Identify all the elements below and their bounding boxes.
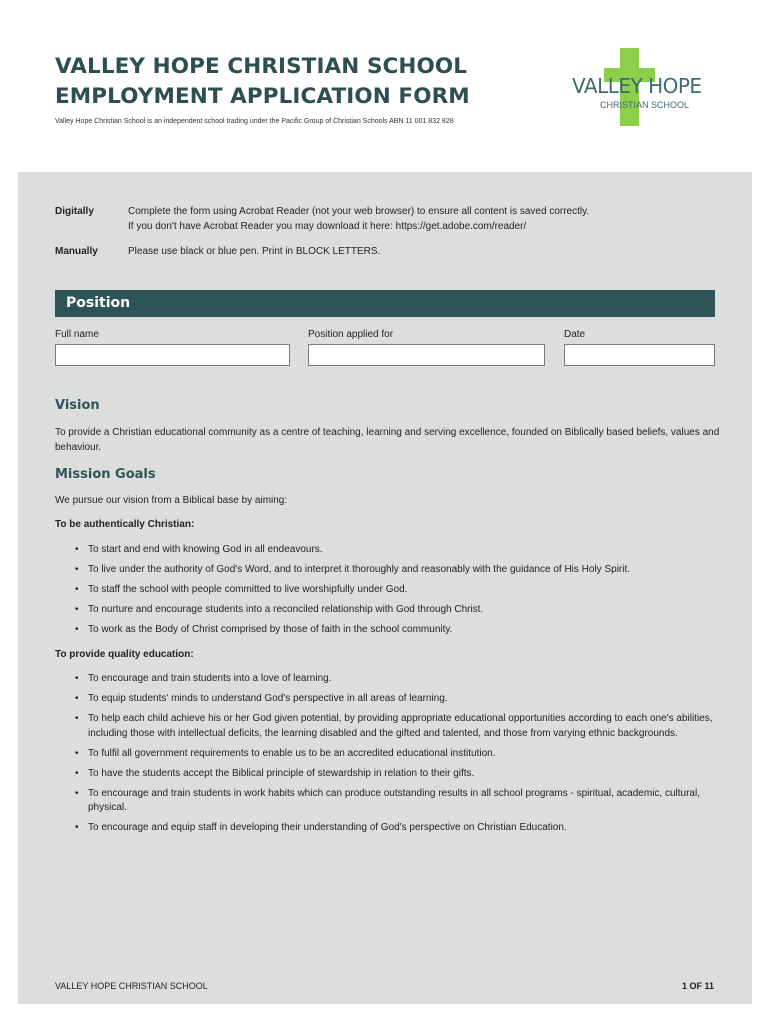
full-name-input[interactable] — [55, 344, 290, 366]
group-title-authentically-christian: To be authentically Christian: — [55, 519, 195, 530]
page-title — [55, 52, 470, 112]
quality-education-list — [55, 672, 720, 841]
mission-intro: We pursue our vision from a Biblical base by aiming: — [55, 495, 288, 506]
instruction-text-digitally — [128, 204, 589, 234]
list-item: • To equip students' minds to understand God's perspective in all areas of learning. — [55, 692, 720, 707]
instruction-line: If you don't have Acrobat Reader you may download it here: https://get.adobe.com/reader/ — [128, 221, 527, 232]
list-item: • To encourage and equip staff in developing their understanding of God's perspective on Christian Education. — [55, 821, 720, 836]
instruction-line: Please use black or blue pen. Print in BLOCK LETTERS. — [128, 246, 381, 257]
abn-subtitle: Valley Hope Christian School is an independent school trading under the Pacific Group of Christian Schools ABN 11 001 832 828 — [55, 118, 454, 125]
date-input[interactable] — [564, 344, 715, 366]
school-logo — [568, 46, 718, 128]
position-applied-input[interactable] — [308, 344, 545, 366]
authentically-christian-list — [55, 543, 720, 643]
list-item: • To encourage and train students into a love of learning. — [55, 672, 720, 687]
position-section-header: Position — [55, 290, 715, 317]
instruction-text-manually — [128, 244, 380, 259]
list-item: • To staff the school with people committed to live worshipfully under God. — [55, 583, 720, 598]
title-line-2: EMPLOYMENT APPLICATION FORM — [55, 84, 470, 109]
list-item: • To start and end with knowing God in all endeavours. — [55, 543, 720, 558]
list-item: • To encourage and train students in work habits which can produce outstanding results in all school programs - spiritual, academic, cultural, physical. — [55, 787, 720, 816]
group-title-quality-education: To provide quality education: — [55, 649, 194, 660]
title-line-1: VALLEY HOPE CHRISTIAN SCHOOL — [55, 54, 468, 79]
list-item: • To fulfil all government requirements to enable us to be an accredited educational institution. — [55, 747, 720, 762]
page-number: 1 OF 11 — [681, 981, 714, 991]
list-item: • To live under the authority of God's Word, and to interpret it thoroughly and reasonably with the guidance of His Holy Spirit. — [55, 563, 720, 578]
list-item: • To have the students accept the Biblical principle of stewardship in relation to their gifts. — [55, 767, 720, 782]
mission-goals-title: Mission Goals — [55, 467, 156, 482]
logo-subtitle: CHRISTIAN SCHOOL — [600, 100, 690, 110]
footer-school-name: VALLEY HOPE CHRISTIAN SCHOOL — [55, 981, 208, 991]
list-item: • To work as the Body of Christ comprised by those of faith in the school community. — [55, 623, 720, 638]
vision-title: Vision — [55, 398, 100, 413]
instruction-line: Complete the form using Acrobat Reader (not your web browser) to ensure all content is saved correctly. — [128, 206, 590, 217]
vision-text: To provide a Christian educational community as a centre of teaching, learning and serving excellence, founded on Biblically based beliefs, values and behaviour. — [55, 427, 720, 453]
list-item: • To nurture and encourage students into a reconciled relationship with God through Christ. — [55, 603, 720, 618]
instruction-label-digitally: Digitally — [55, 206, 94, 217]
instruction-label-manually: Manually — [55, 246, 98, 257]
position-applied-label: Position applied for — [308, 329, 394, 340]
full-name-label: Full name — [55, 329, 99, 340]
logo-name: VALLEY HOPE — [572, 74, 702, 98]
date-label: Date — [564, 329, 586, 340]
list-item: • To help each child achieve his or her God given potential, by providing appropriate educational opportunities according to each one's abilities, including those with intellectual deficits, the learning disabled and the gifted and talented, and those from varying ethnic backgrounds. — [55, 712, 720, 741]
